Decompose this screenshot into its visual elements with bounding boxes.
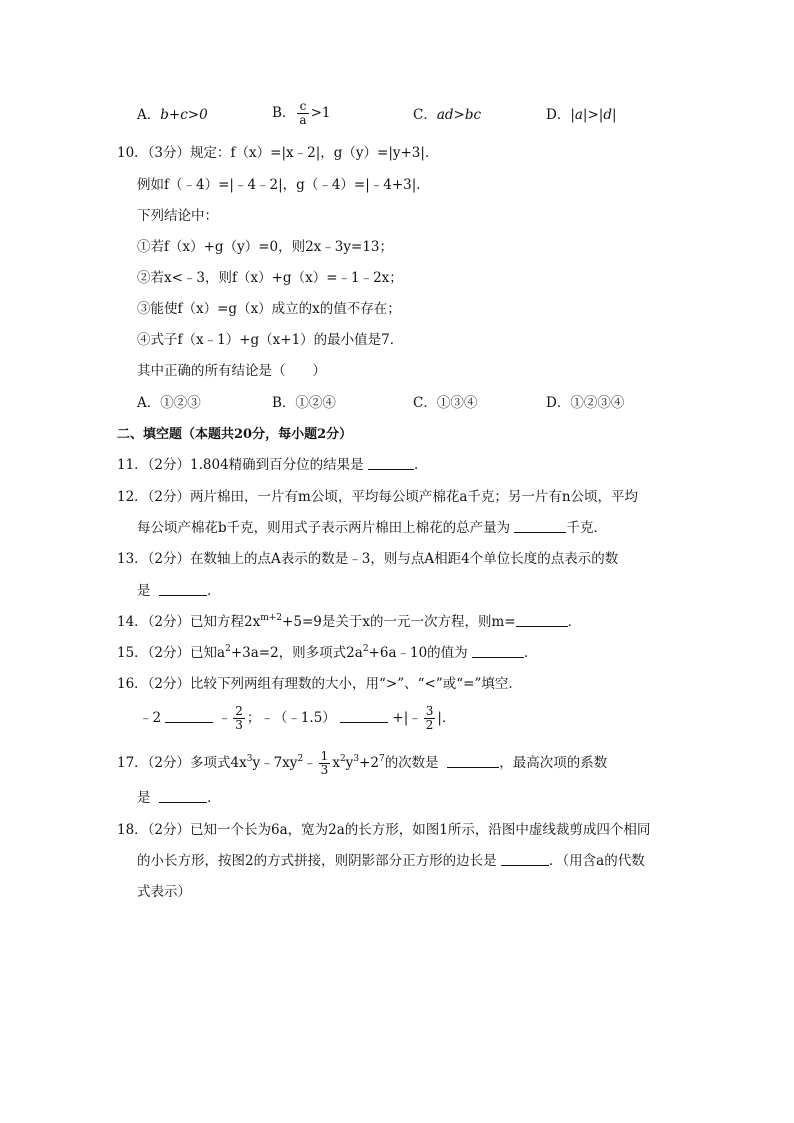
q17-answer-blank-1[interactable] [447, 754, 499, 768]
q15: 15．（2分）已知$a^2+3a=2$，则多项式$2a^2+6a﹣10$的值为 ． [117, 644, 538, 661]
q16-answer-blank-1[interactable] [165, 709, 213, 723]
q13-line2: 是 ． [137, 583, 221, 599]
q10-option-d: D．①②③④ [546, 395, 625, 411]
q11-answer-blank[interactable] [368, 456, 414, 470]
q10-statement-2: ②若x<﹣3，则f（x）+g（x）=﹣1﹣2x； [137, 270, 403, 286]
q10-statement-1: ①若f（x）+g（y）=0，则2x﹣3y=13； [137, 239, 393, 255]
q10-lead: 下列结论中： [137, 208, 218, 224]
q15-answer-blank[interactable] [472, 644, 524, 658]
q14: 14．（2分）已知方程$2x^{m+2}+5=9$是关于x的一元一次方程，则m= ． [117, 613, 582, 630]
q9-option-a: A．b+c>0 [137, 107, 208, 123]
q16-line2: ﹣2 ﹣ $\frac{2}{3}$ ；﹣（﹣1.5） +|﹣ $\frac{3}{2}$ |． [139, 704, 456, 732]
q13-answer-blank[interactable] [159, 582, 207, 596]
q16-fraction-1: $\frac{2}{3}$ [235, 704, 243, 732]
q17-line2: 是 ． [137, 790, 221, 806]
q14-answer-blank[interactable] [516, 613, 568, 627]
q12-answer-blank[interactable] [514, 519, 566, 533]
q10-ask: 其中正确的所有结论是（ ） [137, 363, 326, 379]
q10-statement-4: ④式子f（x﹣1）+g（x+1）的最小值是7． [137, 332, 404, 348]
q18-line2: 的小长方形，按图2的方式拼接，则阴影部分正方形的边长是 ．（用含a的代数 [137, 853, 645, 869]
q16-line1: 16．（2分）比较下列两组有理数的大小，用“>”、“<”或“=”填空． [117, 676, 522, 692]
q16-fraction-2: $\frac{3}{2}$ [425, 704, 434, 732]
q18-line1: 18．（2分）已知一个长为6a，宽为2a的长方形，如图1所示，沿图中虚线裁剪成四个相同 [117, 822, 651, 838]
q17-fraction: $\frac{1}{3}$ [320, 749, 329, 777]
q9-option-d: D．|a|>|d| [546, 107, 617, 123]
q10-statement-3: ③能使f（x）=g（x）成立的x的值不存在； [137, 301, 401, 317]
q18-answer-blank[interactable] [501, 852, 549, 866]
q10-option-b: B．①②④ [272, 395, 336, 411]
section-title: 二、填空题（本题共20分，每小题2分） [117, 427, 353, 442]
q10-option-c: C．①③④ [413, 395, 478, 411]
q10-head: 10．（3分）规定：f（x）=|x﹣2|，g（y）=|y+3|． [117, 145, 439, 161]
q9-option-b: B． $\frac{c}{a}$ >1 [272, 99, 331, 127]
q10-example: 例如f（﹣4）=|﹣4﹣2|，g（﹣4）=|﹣4+3|． [137, 177, 430, 193]
q18-line3: 式表示） [137, 884, 191, 900]
q10-option-a: A．①②③ [137, 395, 201, 411]
q9-b-fraction: $\frac{c}{a}$ [299, 99, 307, 127]
q9-option-c: C．ad>bc [413, 107, 482, 123]
q17-answer-blank-2[interactable] [159, 789, 207, 803]
q12-line1: 12．（2分）两片棉田，一片有m公顷，平均每公顷产棉花a千克；另一片有n公顷，平均 [117, 489, 639, 505]
q16-answer-blank-2[interactable] [340, 709, 388, 723]
q11: 11．（2分）1.804精确到百分位的结果是 ． [117, 457, 428, 473]
q12-line2: 每公顷产棉花b千克，则用式子表示两片棉田上棉花的总产量为 千克． [137, 520, 607, 536]
q13-line1: 13．（2分）在数轴上的点A表示的数是﹣3，则与点A相距4个单位长度的点表示的数 [117, 551, 619, 567]
q17-line1: 17．（2分）多项式$4x^3y﹣7xy^2﹣$ $\frac{1}{3}$ $x^2y^3+2^7$的次数是 ，最高次项的系数 [117, 749, 608, 777]
